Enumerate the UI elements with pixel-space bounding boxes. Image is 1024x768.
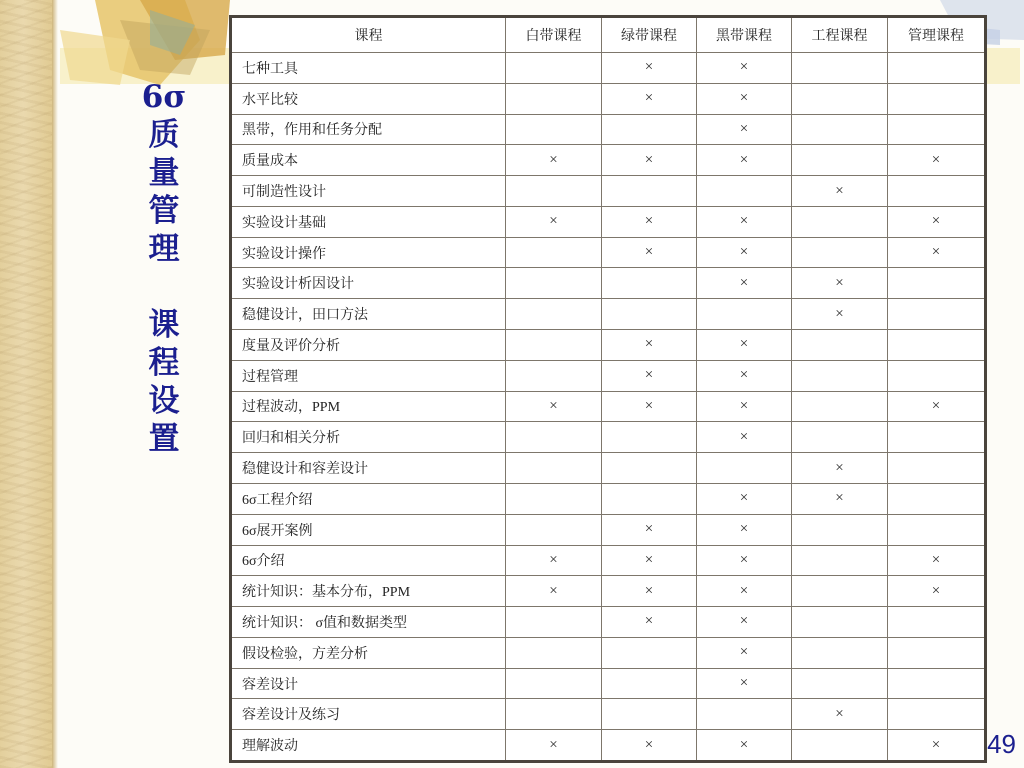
mark-cell-white-belt (506, 268, 602, 299)
side-title-sigma: 6σ (141, 79, 187, 115)
mark-cell-black-belt: × (697, 360, 792, 391)
table-row (231, 145, 986, 176)
mark-cell-engineering: × (792, 299, 888, 330)
course-name-cell: 水平比较 (231, 83, 506, 114)
mark-cell-management (888, 299, 986, 330)
table-row (231, 545, 986, 576)
course-name-cell: 可制造性设计 (231, 176, 506, 207)
mark-cell-green-belt: × (602, 237, 697, 268)
mark-cell-management (888, 514, 986, 545)
table-row (231, 330, 986, 361)
mark-cell-black-belt: × (697, 545, 792, 576)
mark-cell-green-belt (602, 483, 697, 514)
mark-cell-black-belt (697, 299, 792, 330)
mark-cell-green-belt: × (602, 53, 697, 84)
mark-cell-engineering (792, 391, 888, 422)
course-table (229, 15, 987, 763)
mark-cell-white-belt: × (506, 730, 602, 762)
mark-cell-green-belt (602, 637, 697, 668)
course-name-cell: 过程管理 (231, 360, 506, 391)
mark-cell-black-belt (697, 699, 792, 730)
mark-cell-white-belt: × (506, 145, 602, 176)
parchment-edge (52, 0, 58, 768)
table-row (231, 114, 986, 145)
mark-cell-green-belt: × (602, 83, 697, 114)
table-row (231, 83, 986, 114)
parchment-border (0, 0, 52, 768)
mark-cell-white-belt (506, 453, 602, 484)
mark-cell-management (888, 607, 986, 638)
table-row (231, 268, 986, 299)
mark-cell-white-belt (506, 422, 602, 453)
mark-cell-white-belt (506, 83, 602, 114)
course-name-cell: 七种工具 (231, 53, 506, 84)
mark-cell-white-belt (506, 237, 602, 268)
mark-cell-management: × (888, 545, 986, 576)
mark-cell-green-belt (602, 299, 697, 330)
mark-cell-green-belt (602, 114, 697, 145)
mark-cell-engineering (792, 730, 888, 762)
side-title-char: 程 (148, 345, 180, 381)
mark-cell-black-belt: × (697, 114, 792, 145)
mark-cell-green-belt: × (602, 145, 697, 176)
mark-cell-green-belt: × (602, 607, 697, 638)
mark-cell-white-belt (506, 514, 602, 545)
course-name-cell: 6σ工程介绍 (231, 483, 506, 514)
mark-cell-management (888, 360, 986, 391)
mark-cell-engineering (792, 206, 888, 237)
mark-cell-green-belt: × (602, 730, 697, 762)
mark-cell-management (888, 637, 986, 668)
table-row (231, 53, 986, 84)
mark-cell-management (888, 699, 986, 730)
mark-cell-engineering (792, 145, 888, 176)
mark-cell-black-belt (697, 176, 792, 207)
header-green-belt: 绿带课程 (602, 17, 697, 53)
mark-cell-black-belt: × (697, 514, 792, 545)
mark-cell-management: × (888, 206, 986, 237)
mark-cell-black-belt: × (697, 607, 792, 638)
mark-cell-black-belt: × (697, 145, 792, 176)
mark-cell-white-belt (506, 607, 602, 638)
mark-cell-white-belt: × (506, 576, 602, 607)
side-title-char: 量 (148, 155, 180, 191)
course-name-cell: 实验设计基础 (231, 206, 506, 237)
side-title-char: 设 (148, 383, 180, 419)
side-title-gap (128, 268, 200, 306)
mark-cell-green-belt: × (602, 330, 697, 361)
table-row (231, 360, 986, 391)
mark-cell-black-belt: × (697, 206, 792, 237)
mark-cell-management: × (888, 730, 986, 762)
mark-cell-engineering (792, 53, 888, 84)
course-name-cell: 稳健设计和容差设计 (231, 453, 506, 484)
mark-cell-engineering (792, 83, 888, 114)
mark-cell-white-belt (506, 483, 602, 514)
course-name-cell: 质量成本 (231, 145, 506, 176)
mark-cell-engineering (792, 514, 888, 545)
mark-cell-white-belt: × (506, 391, 602, 422)
side-title (128, 78, 200, 458)
mark-cell-white-belt (506, 299, 602, 330)
mark-cell-engineering (792, 114, 888, 145)
mark-cell-green-belt: × (602, 545, 697, 576)
table-row (231, 607, 986, 638)
course-name-cell: 过程波动，PPM (231, 391, 506, 422)
mark-cell-white-belt (506, 699, 602, 730)
side-title-char: 理 (148, 231, 180, 267)
course-name-cell: 稳健设计，田口方法 (231, 299, 506, 330)
header-engineering: 工程课程 (792, 17, 888, 53)
mark-cell-engineering: × (792, 699, 888, 730)
mark-cell-engineering: × (792, 176, 888, 207)
mark-cell-black-belt: × (697, 330, 792, 361)
mark-cell-black-belt: × (697, 483, 792, 514)
mark-cell-engineering: × (792, 453, 888, 484)
side-title-char: 管 (148, 193, 180, 229)
header-course: 课程 (231, 17, 506, 53)
course-name-cell: 假设检验，方差分析 (231, 637, 506, 668)
course-name-cell: 黑带，作用和任务分配 (231, 114, 506, 145)
course-name-cell: 实验设计操作 (231, 237, 506, 268)
mark-cell-white-belt (506, 360, 602, 391)
mark-cell-black-belt: × (697, 637, 792, 668)
mark-cell-black-belt: × (697, 391, 792, 422)
mark-cell-green-belt: × (602, 391, 697, 422)
table-row (231, 176, 986, 207)
mark-cell-management (888, 114, 986, 145)
mark-cell-green-belt (602, 268, 697, 299)
mark-cell-management (888, 453, 986, 484)
course-name-cell: 6σ展开案例 (231, 514, 506, 545)
mark-cell-green-belt: × (602, 360, 697, 391)
course-name-cell: 统计知识：基本分布，PPM (231, 576, 506, 607)
table-header-row (231, 17, 986, 53)
mark-cell-engineering (792, 360, 888, 391)
mark-cell-white-belt (506, 176, 602, 207)
mark-cell-white-belt: × (506, 206, 602, 237)
course-name-cell: 统计知识： σ值和数据类型 (231, 607, 506, 638)
mark-cell-management (888, 53, 986, 84)
table-row (231, 514, 986, 545)
table-row (231, 237, 986, 268)
course-name-cell: 6σ介绍 (231, 545, 506, 576)
mark-cell-management (888, 668, 986, 699)
table-body (231, 53, 986, 762)
mark-cell-engineering: × (792, 268, 888, 299)
mark-cell-black-belt: × (697, 576, 792, 607)
table-row (231, 483, 986, 514)
header-white-belt: 白带课程 (506, 17, 602, 53)
table-row (231, 668, 986, 699)
mark-cell-management (888, 83, 986, 114)
mark-cell-engineering (792, 576, 888, 607)
mark-cell-green-belt: × (602, 576, 697, 607)
table-row (231, 576, 986, 607)
mark-cell-white-belt (506, 668, 602, 699)
page-number: 49 (987, 729, 1016, 759)
mark-cell-white-belt (506, 637, 602, 668)
mark-cell-engineering (792, 668, 888, 699)
mark-cell-green-belt (602, 176, 697, 207)
mark-cell-engineering (792, 637, 888, 668)
mark-cell-management (888, 268, 986, 299)
mark-cell-green-belt (602, 422, 697, 453)
header-black-belt: 黑带课程 (697, 17, 792, 53)
mark-cell-black-belt: × (697, 668, 792, 699)
side-title-char: 课 (148, 307, 180, 343)
table-row (231, 299, 986, 330)
header-management: 管理课程 (888, 17, 986, 53)
table-row (231, 422, 986, 453)
mark-cell-management: × (888, 576, 986, 607)
mark-cell-black-belt: × (697, 53, 792, 84)
mark-cell-black-belt (697, 453, 792, 484)
mark-cell-black-belt: × (697, 237, 792, 268)
mark-cell-white-belt (506, 114, 602, 145)
mark-cell-black-belt: × (697, 730, 792, 762)
mark-cell-black-belt: × (697, 268, 792, 299)
mark-cell-management (888, 176, 986, 207)
side-title-char: 置 (148, 421, 180, 457)
table-row (231, 699, 986, 730)
mark-cell-engineering (792, 607, 888, 638)
mark-cell-engineering (792, 422, 888, 453)
mark-cell-green-belt: × (602, 206, 697, 237)
mark-cell-green-belt (602, 453, 697, 484)
mark-cell-engineering: × (792, 483, 888, 514)
course-name-cell: 实验设计析因设计 (231, 268, 506, 299)
mark-cell-green-belt: × (602, 514, 697, 545)
table-row (231, 637, 986, 668)
table-row (231, 206, 986, 237)
mark-cell-engineering (792, 330, 888, 361)
mark-cell-management: × (888, 391, 986, 422)
mark-cell-white-belt (506, 330, 602, 361)
course-name-cell: 度量及评价分析 (231, 330, 506, 361)
mark-cell-green-belt (602, 699, 697, 730)
table-row (231, 453, 986, 484)
table-row (231, 730, 986, 762)
mark-cell-management: × (888, 145, 986, 176)
side-title-char: 质 (148, 117, 180, 153)
mark-cell-black-belt: × (697, 422, 792, 453)
mark-cell-black-belt: × (697, 83, 792, 114)
mark-cell-white-belt: × (506, 545, 602, 576)
course-name-cell: 理解波动 (231, 730, 506, 762)
mark-cell-management (888, 483, 986, 514)
table-row (231, 391, 986, 422)
course-name-cell: 容差设计及练习 (231, 699, 506, 730)
mark-cell-green-belt (602, 668, 697, 699)
mark-cell-engineering (792, 545, 888, 576)
mark-cell-management (888, 330, 986, 361)
mark-cell-engineering (792, 237, 888, 268)
mark-cell-management: × (888, 237, 986, 268)
course-name-cell: 容差设计 (231, 668, 506, 699)
mark-cell-white-belt (506, 53, 602, 84)
course-name-cell: 回归和相关分析 (231, 422, 506, 453)
mark-cell-management (888, 422, 986, 453)
